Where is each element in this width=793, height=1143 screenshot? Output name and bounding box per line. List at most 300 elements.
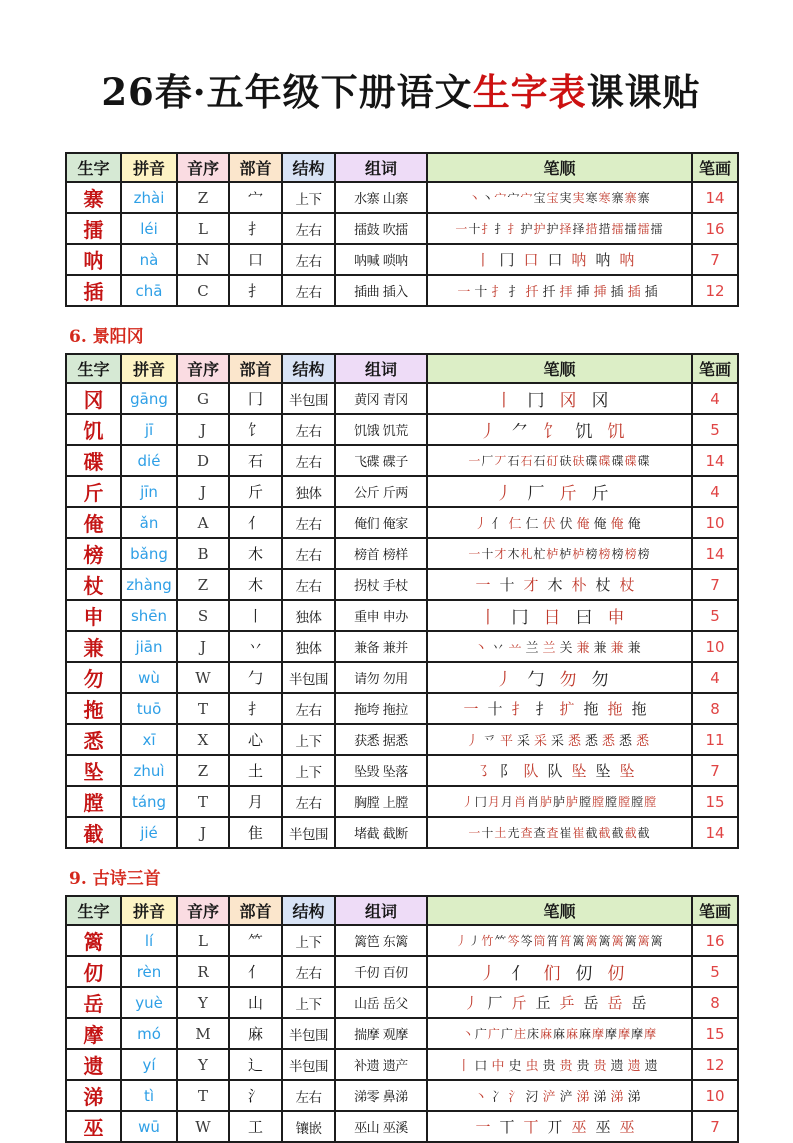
- stroke-step: 月: [500, 795, 513, 809]
- stroke-step: 砆: [559, 454, 572, 468]
- stroke-step: 摩: [644, 1027, 657, 1041]
- stroke-step: 贵: [542, 1059, 556, 1074]
- table-header-row: [66, 153, 738, 182]
- stroke-step: 丅: [499, 1118, 515, 1136]
- stroke-step: 実: [572, 191, 585, 205]
- words-cell: 插曲 插入: [335, 275, 427, 306]
- structure-cell: 镶嵌: [282, 1111, 335, 1142]
- stroke-step: 丿: [495, 670, 513, 690]
- stroke-step: 仁: [508, 517, 522, 532]
- radical-cell: 心: [229, 724, 282, 755]
- initial-cell: J: [177, 817, 229, 848]
- count-cell: 10: [692, 1080, 738, 1111]
- char-cell: 截: [66, 817, 121, 848]
- column-header-order: 笔顺: [427, 354, 692, 383]
- count-cell: 5: [692, 414, 738, 445]
- structure-cell: 独体: [282, 600, 335, 631]
- stroke-step: 丌: [547, 1118, 563, 1136]
- column-header-initial: 音序: [177, 354, 229, 383]
- column-header-structure: 结构: [282, 896, 335, 925]
- stroke-step: 悉: [568, 734, 582, 749]
- stroke-step: 仞: [607, 964, 625, 984]
- stroke-step: 遗: [627, 1059, 641, 1074]
- char-cell: 遗: [66, 1049, 121, 1080]
- stroke-step: 护: [546, 222, 559, 236]
- structure-cell: 上下: [282, 987, 335, 1018]
- char-cell: 仞: [66, 956, 121, 987]
- pinyin-cell: bǎng: [121, 538, 177, 569]
- stroke-step: 丿: [461, 795, 474, 809]
- count-cell: 10: [692, 507, 738, 538]
- stroke-step: 挿: [593, 285, 607, 300]
- stroke-step: 丿: [455, 934, 468, 948]
- words-cell: 篱笆 东篱: [335, 925, 427, 956]
- stroke-step: 关: [559, 641, 573, 656]
- stroke-step: 扌: [481, 222, 494, 236]
- stroke-step: 丷: [491, 641, 505, 656]
- table-row: [66, 1111, 738, 1142]
- column-header-words: 组词: [335, 354, 427, 383]
- stroke-step: 篱: [598, 934, 611, 948]
- pinyin-cell: jīn: [121, 476, 177, 507]
- stroke-step: 俺: [627, 517, 641, 532]
- stroke-step: 膛: [644, 795, 657, 809]
- pinyin-cell: léi: [121, 213, 177, 244]
- stroke-step: 砆: [572, 454, 585, 468]
- stroke-step: 插: [627, 285, 641, 300]
- initial-cell: Z: [177, 182, 229, 213]
- table-row: [66, 383, 738, 414]
- table-row: [66, 662, 738, 693]
- words-cell: 堵截 截断: [335, 817, 427, 848]
- stroke-step: 兼: [593, 641, 607, 656]
- table-row: [66, 987, 738, 1018]
- stroke-step: 丅: [523, 1118, 539, 1136]
- pinyin-cell: dié: [121, 445, 177, 476]
- stroke-step: 曰: [575, 608, 593, 628]
- stroke-step: 涕: [627, 1090, 641, 1105]
- initial-cell: Y: [177, 987, 229, 1018]
- count-cell: 12: [692, 275, 738, 306]
- stroke-step: 篱: [650, 934, 663, 948]
- count-cell: 4: [692, 383, 738, 414]
- stroke-step: 麻: [579, 1027, 592, 1041]
- stroke-step: 坠: [619, 762, 635, 780]
- order-cell: [427, 755, 692, 786]
- pinyin-cell: mó: [121, 1018, 177, 1049]
- stroke-step: 措: [585, 222, 598, 236]
- stroke-step: 寨: [624, 191, 637, 205]
- stroke-step: 篱: [572, 934, 585, 948]
- stroke-step: 一: [468, 547, 481, 561]
- count-cell: 5: [692, 600, 738, 631]
- table-row: [66, 445, 738, 476]
- radical-cell: 木: [229, 538, 282, 569]
- stroke-step: 丶: [481, 191, 494, 205]
- column-header-radical: 部首: [229, 354, 282, 383]
- words-cell: 坠毁 坠落: [335, 755, 427, 786]
- stroke-step: 宀: [520, 191, 533, 205]
- table-row: [66, 569, 738, 600]
- stroke-step: 伏: [542, 517, 556, 532]
- character-table: [65, 895, 739, 1143]
- stroke-step: 碟: [637, 454, 650, 468]
- pinyin-cell: yí: [121, 1049, 177, 1080]
- count-cell: 14: [692, 445, 738, 476]
- structure-cell: 左右: [282, 445, 335, 476]
- stroke-step: 饥: [575, 422, 593, 442]
- stroke-step: 兼: [610, 641, 624, 656]
- section-title: 9. 古诗三首: [69, 869, 161, 889]
- radical-cell: 冂: [229, 383, 282, 414]
- char-cell: 勿: [66, 662, 121, 693]
- words-cell: 补遗 遗产: [335, 1049, 427, 1080]
- stroke-step: 悉: [619, 734, 633, 749]
- stroke-step: 勿: [591, 670, 609, 690]
- column-header-pinyin: 拼音: [121, 896, 177, 925]
- pinyin-cell: jiān: [121, 631, 177, 662]
- radical-cell: 扌: [229, 693, 282, 724]
- order-cell: [427, 1080, 692, 1111]
- radical-cell: 月: [229, 786, 282, 817]
- stroke-step: 膛: [605, 795, 618, 809]
- stroke-step: 実: [559, 191, 572, 205]
- order-cell: [427, 569, 692, 600]
- structure-cell: 半包围: [282, 1018, 335, 1049]
- stroke-step: 才: [494, 547, 507, 561]
- stroke-step: 口: [474, 1059, 488, 1074]
- char-cell: 碟: [66, 445, 121, 476]
- stroke-step: 虫: [525, 1059, 539, 1074]
- lesson-section: [65, 152, 793, 307]
- stroke-step: 栌: [572, 547, 585, 561]
- stroke-step: 广: [474, 1027, 487, 1041]
- stroke-step: 勹: [527, 670, 545, 690]
- structure-cell: 左右: [282, 507, 335, 538]
- stroke-step: 呐: [619, 251, 635, 269]
- column-header-pinyin: 拼音: [121, 153, 177, 182]
- pinyin-cell: wū: [121, 1111, 177, 1142]
- table-row: [66, 724, 738, 755]
- stroke-step: 榜: [598, 547, 611, 561]
- pinyin-cell: jié: [121, 817, 177, 848]
- stroke-step: 篱: [624, 934, 637, 948]
- stroke-step: 兰: [542, 641, 556, 656]
- count-cell: 14: [692, 538, 738, 569]
- stroke-step: 俺: [610, 517, 624, 532]
- count-cell: 16: [692, 213, 738, 244]
- order-cell: [427, 244, 692, 275]
- stroke-step: 篱: [585, 934, 598, 948]
- initial-cell: W: [177, 1111, 229, 1142]
- pinyin-cell: shēn: [121, 600, 177, 631]
- stroke-step: 截: [598, 826, 611, 840]
- char-cell: 斤: [66, 476, 121, 507]
- pinyin-cell: ǎn: [121, 507, 177, 538]
- pinyin-cell: rèn: [121, 956, 177, 987]
- count-cell: 11: [692, 724, 738, 755]
- column-header-order: 笔顺: [427, 153, 692, 182]
- initial-cell: J: [177, 631, 229, 662]
- stroke-step: ㇌: [475, 762, 491, 780]
- stroke-step: 截: [624, 826, 637, 840]
- stroke-step: 贵: [559, 1059, 573, 1074]
- char-cell: 冈: [66, 383, 121, 414]
- stroke-step: 榜: [637, 547, 650, 561]
- stroke-step: 们: [543, 964, 561, 984]
- stroke-step: 十: [481, 826, 494, 840]
- words-cell: 水寨 山寨: [335, 182, 427, 213]
- stroke-step: 丿: [474, 517, 488, 532]
- char-cell: 兼: [66, 631, 121, 662]
- stroke-step: 冂: [511, 608, 529, 628]
- tables-container: [65, 152, 793, 1143]
- stroke-step: 碟: [624, 454, 637, 468]
- radical-cell: 扌: [229, 275, 282, 306]
- order-cell: [427, 987, 692, 1018]
- table-row: [66, 600, 738, 631]
- stroke-step: 丨: [457, 1059, 471, 1074]
- stroke-step: 丶: [468, 191, 481, 205]
- column-header-radical: 部首: [229, 153, 282, 182]
- stroke-step: 平: [499, 734, 513, 749]
- order-cell: [427, 925, 692, 956]
- stroke-step: 一: [468, 826, 481, 840]
- table-row: [66, 244, 738, 275]
- stroke-step: 栌: [559, 547, 572, 561]
- stroke-step: 饥: [607, 422, 625, 442]
- stroke-step: 呐: [571, 251, 587, 269]
- stroke-step: 护: [533, 222, 546, 236]
- table-row: [66, 925, 738, 956]
- structure-cell: 左右: [282, 538, 335, 569]
- stroke-step: 队: [547, 762, 563, 780]
- stroke-step: 丶: [474, 1090, 488, 1105]
- char-cell: 摩: [66, 1018, 121, 1049]
- order-cell: [427, 213, 692, 244]
- count-cell: 7: [692, 1111, 738, 1142]
- count-cell: 15: [692, 786, 738, 817]
- stroke-step: 浐: [559, 1090, 573, 1105]
- column-header-initial: 音序: [177, 153, 229, 182]
- stroke-step: 巫: [595, 1118, 611, 1136]
- table-row: [66, 538, 738, 569]
- stroke-step: 丿: [465, 734, 479, 749]
- words-cell: 呐喊 唢呐: [335, 244, 427, 275]
- order-cell: [427, 1049, 692, 1080]
- column-header-count: 笔画: [692, 354, 738, 383]
- char-cell: 膛: [66, 786, 121, 817]
- char-cell: 俺: [66, 507, 121, 538]
- stroke-step: 丆: [494, 454, 507, 468]
- stroke-step: 肖: [513, 795, 526, 809]
- column-header-char: 生字: [66, 153, 121, 182]
- stroke-step: 中: [491, 1059, 505, 1074]
- stroke-step: 扌: [511, 700, 527, 718]
- stroke-step: 巫: [619, 1118, 635, 1136]
- stroke-step: 斤: [559, 484, 577, 504]
- order-cell: [427, 662, 692, 693]
- stroke-step: 一: [475, 1118, 491, 1136]
- stroke-step: 贵: [576, 1059, 590, 1074]
- count-cell: 8: [692, 987, 738, 1018]
- stroke-step: 査: [546, 826, 559, 840]
- stroke-step: 扩: [559, 700, 575, 718]
- lesson-section: [65, 864, 793, 1143]
- char-cell: 坠: [66, 755, 121, 786]
- initial-cell: T: [177, 1080, 229, 1111]
- stroke-step: 十: [499, 576, 515, 594]
- stroke-step: 一: [457, 285, 471, 300]
- structure-cell: 左右: [282, 786, 335, 817]
- structure-cell: 上下: [282, 925, 335, 956]
- page-title: [65, 62, 737, 116]
- radical-cell: 扌: [229, 213, 282, 244]
- stroke-step: 截: [611, 826, 624, 840]
- words-cell: 山岳 岳父: [335, 987, 427, 1018]
- stroke-step: 擂: [637, 222, 650, 236]
- initial-cell: Z: [177, 755, 229, 786]
- section-title: 6. 景阳冈: [69, 327, 144, 347]
- stroke-step: 广: [500, 1027, 513, 1041]
- pinyin-cell: táng: [121, 786, 177, 817]
- order-cell: [427, 600, 692, 631]
- count-cell: 8: [692, 693, 738, 724]
- stroke-step: 坠: [595, 762, 611, 780]
- stroke-step: 膛: [592, 795, 605, 809]
- words-cell: 公斤 斤两: [335, 476, 427, 507]
- stroke-step: 扌: [491, 285, 505, 300]
- stroke-step: 岳: [583, 994, 599, 1012]
- structure-cell: 半包围: [282, 383, 335, 414]
- column-header-initial: 音序: [177, 896, 229, 925]
- structure-cell: 左右: [282, 414, 335, 445]
- order-cell: [427, 476, 692, 507]
- structure-cell: 上下: [282, 182, 335, 213]
- stroke-step: 宀: [507, 191, 520, 205]
- stroke-step: 冈: [559, 391, 577, 411]
- stroke-step: 巫: [571, 1118, 587, 1136]
- radical-cell: 氵: [229, 1080, 282, 1111]
- stroke-step: 碟: [611, 454, 624, 468]
- column-header-pinyin: 拼音: [121, 354, 177, 383]
- stroke-step: 冂: [499, 251, 515, 269]
- char-cell: 拖: [66, 693, 121, 724]
- table-row: [66, 507, 738, 538]
- pinyin-cell: jī: [121, 414, 177, 445]
- stroke-step: 冈: [591, 391, 609, 411]
- pinyin-cell: yuè: [121, 987, 177, 1018]
- initial-cell: A: [177, 507, 229, 538]
- stroke-step: 饣: [543, 422, 561, 442]
- count-cell: 7: [692, 569, 738, 600]
- character-table: [65, 152, 739, 307]
- stroke-step: 榜: [611, 547, 624, 561]
- stroke-step: 仞: [575, 964, 593, 984]
- stroke-step: 扌: [508, 285, 522, 300]
- stroke-step: 兰: [525, 641, 539, 656]
- char-cell: 巫: [66, 1111, 121, 1142]
- stroke-step: 涕: [610, 1090, 624, 1105]
- order-cell: [427, 1018, 692, 1049]
- stroke-step: 择: [572, 222, 585, 236]
- radical-cell: 亻: [229, 507, 282, 538]
- initial-cell: Z: [177, 569, 229, 600]
- radical-cell: 土: [229, 755, 282, 786]
- pinyin-cell: tuō: [121, 693, 177, 724]
- stroke-step: 丶: [474, 641, 488, 656]
- stroke-step: 寒: [598, 191, 611, 205]
- radical-cell: 丷: [229, 631, 282, 662]
- stroke-step: 崔: [572, 826, 585, 840]
- stroke-step: 丿: [463, 994, 479, 1012]
- char-cell: 悉: [66, 724, 121, 755]
- stroke-step: 查: [533, 826, 546, 840]
- initial-cell: W: [177, 662, 229, 693]
- count-cell: 7: [692, 244, 738, 275]
- stroke-step: 冂: [527, 391, 545, 411]
- count-cell: 15: [692, 1018, 738, 1049]
- stroke-step: 丨: [479, 608, 497, 628]
- char-cell: 擂: [66, 213, 121, 244]
- order-cell: [427, 817, 692, 848]
- stroke-step: 扌: [507, 222, 520, 236]
- stroke-step: 遗: [644, 1059, 658, 1074]
- stroke-step: 矴: [546, 454, 559, 468]
- count-cell: 5: [692, 956, 738, 987]
- table-row: [66, 631, 738, 662]
- pinyin-cell: xī: [121, 724, 177, 755]
- column-header-count: 笔画: [692, 896, 738, 925]
- stroke-step: 石: [507, 454, 520, 468]
- order-cell: [427, 956, 692, 987]
- stroke-step: 擂: [624, 222, 637, 236]
- stroke-step: 摩: [592, 1027, 605, 1041]
- order-cell: [427, 182, 692, 213]
- char-cell: 杖: [66, 569, 121, 600]
- column-header-char: 生字: [66, 896, 121, 925]
- initial-cell: J: [177, 476, 229, 507]
- initial-cell: T: [177, 786, 229, 817]
- stroke-step: 笒: [507, 934, 520, 948]
- count-cell: 4: [692, 662, 738, 693]
- stroke-step: 采: [550, 734, 564, 749]
- table-row: [66, 182, 738, 213]
- stroke-step: 一: [468, 454, 481, 468]
- char-cell: 榜: [66, 538, 121, 569]
- stroke-step: 丿: [495, 484, 513, 504]
- stroke-step: ㇓: [468, 934, 481, 948]
- table-row: [66, 956, 738, 987]
- stroke-step: 榜: [624, 547, 637, 561]
- stroke-step: 笒: [520, 934, 533, 948]
- count-cell: 14: [692, 817, 738, 848]
- table-row: [66, 1018, 738, 1049]
- stroke-step: 宀: [494, 191, 507, 205]
- stroke-step: 札: [520, 547, 533, 561]
- initial-cell: T: [177, 693, 229, 724]
- radical-cell: 口: [229, 244, 282, 275]
- stroke-step: 亻: [511, 964, 529, 984]
- words-cell: 巫山 巫溪: [335, 1111, 427, 1142]
- column-header-char: 生字: [66, 354, 121, 383]
- stroke-step: 膛: [618, 795, 631, 809]
- stroke-step: 擂: [650, 222, 663, 236]
- radical-cell: 辶: [229, 1049, 282, 1080]
- stroke-step: 采: [533, 734, 547, 749]
- stroke-step: 扦: [525, 285, 539, 300]
- table-row: [66, 755, 738, 786]
